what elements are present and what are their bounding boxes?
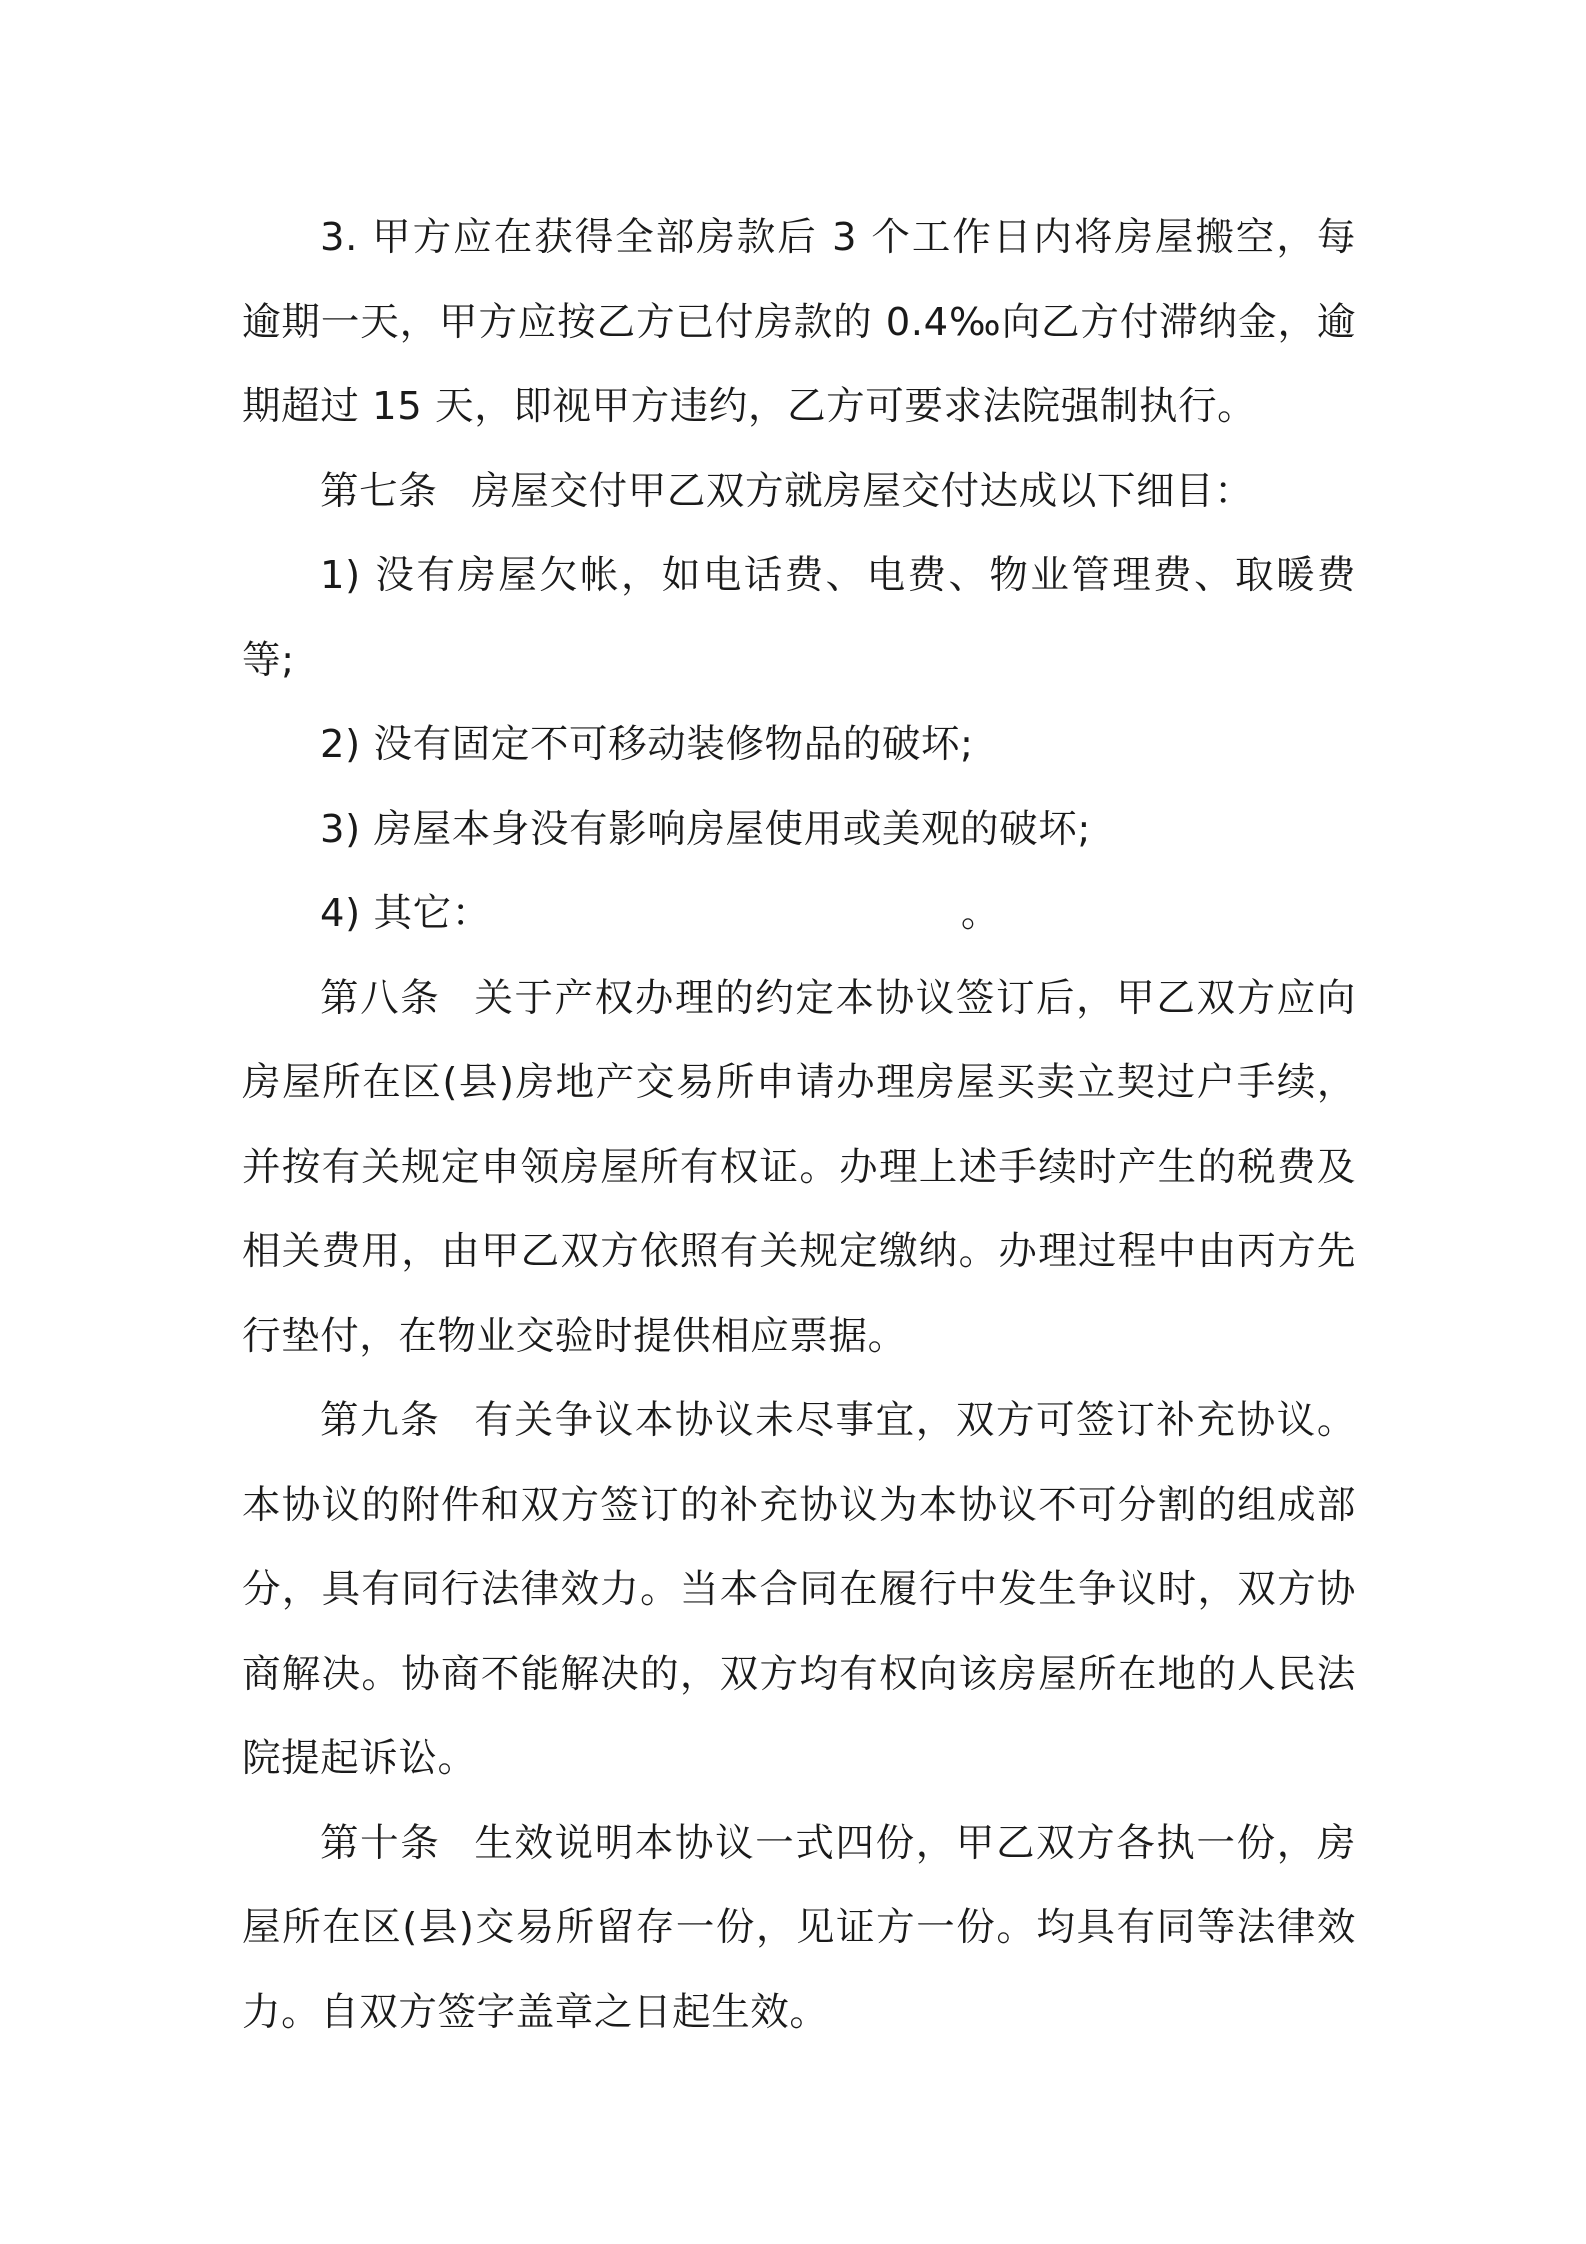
article-7-paragraph (242, 450, 1356, 535)
other-end-mark: 。 (960, 891, 1000, 936)
article-8-body: 关于产权办理的约定本协议签订后，甲乙双方应向房屋所在区(县)房地产交易所申请办理房屋买卖立契过户手续，并按有关规定申领房屋所有权证。办理上述手续时产生的税费及相关费用，由甲乙双方依照有关规定缴纳。办理过程中由丙方先行垫付，在物业交验时提供相应票据。 (242, 975, 1357, 1359)
article-8-paragraph (242, 957, 1356, 1380)
list-item: 3) 房屋本身没有影响房屋使用或美观的破坏; (320, 806, 1091, 852)
list-item: 2) 没有固定不可移动装修物品的破坏; (320, 722, 974, 767)
list-item-other (242, 872, 1356, 957)
other-label: 4) 其它： (320, 891, 491, 936)
article-9-heading: 第九条 (320, 1398, 441, 1443)
article-9-paragraph (242, 1379, 1356, 1802)
article-8-heading: 第八条 (320, 975, 441, 1021)
article-9-body: 有关争议本协议未尽事宜，双方可签订补充协议。本协议的附件和双方签订的补充协议为本协议不可分割的组成部分，具有同行法律效力。当本合同在履行中发生争议时，双方协商解决。协商不能解决的，双方均有权向该房屋所在地的人民法院提起诉讼。 (242, 1398, 1357, 1781)
clause-3-paragraph: 3. 甲方应在获得全部房款后 3 个工作日内将房屋搬空，每逾期一天，甲方应按乙方已付房款的 0.4‰向乙方付滞纳金，逾期超过 15 天，即视甲方违约，乙方可要求法院强制执行。 (242, 215, 1356, 429)
article-10-body: 生效说明本协议一式四份，甲乙双方各执一份，房屋所在区(县)交易所留存一份，见证方一份。均具有同等法律效力。自双方签字盖章之日起生效。 (242, 1820, 1357, 2035)
list-item: 1) 没有房屋欠帐，如电话费、电费、物业管理费、取暖费等; (242, 553, 1356, 683)
document-body (242, 196, 1356, 2055)
article-7-heading: 第七条 (320, 468, 438, 514)
article-7-body: 房屋交付甲乙双方就房屋交付达成以下细目： (471, 468, 1254, 514)
article-10-paragraph (242, 1802, 1356, 2056)
article-10-heading: 第十条 (320, 1820, 441, 1866)
